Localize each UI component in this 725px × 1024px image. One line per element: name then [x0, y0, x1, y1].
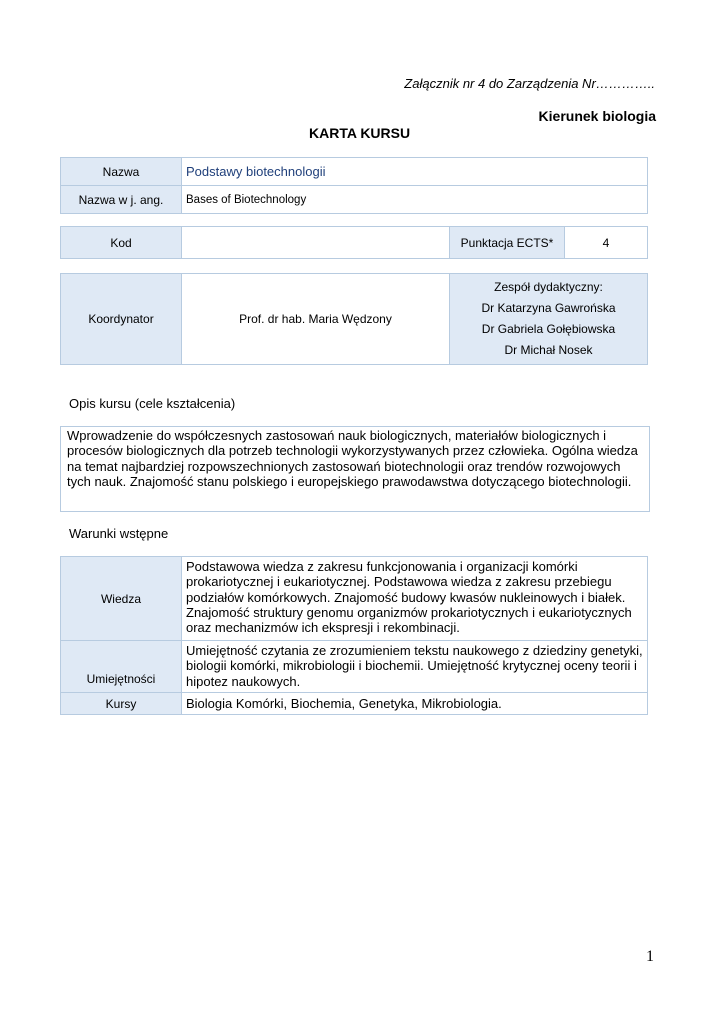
team-member: Dr Michał Nosek: [504, 343, 593, 357]
table-row: [61, 693, 648, 715]
table-row: [61, 641, 648, 693]
course-name-en: Bases of Biotechnology: [182, 186, 648, 214]
courses-label: Kursy: [61, 693, 182, 715]
name-label: Nazwa: [61, 158, 182, 186]
table-row: [61, 557, 648, 641]
team-label: Zespół dydaktyczny:: [494, 280, 603, 294]
prerequisites-table: [60, 556, 648, 715]
knowledge-label: Wiedza: [61, 557, 182, 641]
course-name: Podstawy biotechnologii: [182, 158, 648, 186]
skills-label: Umiejętności: [61, 641, 182, 693]
coordinator-label: Koordynator: [61, 274, 182, 365]
skills-value: Umiejętność czytania ze zrozumieniem tekstu naukowego z dziedziny genetyki, biologii komórki, mikrobiologii i biochemii. Umiejętność krytycznej oceny teorii i hipotez naukowych.: [182, 641, 648, 693]
field-of-study: Kierunek biologia: [538, 108, 656, 124]
code-value: [182, 227, 450, 259]
page-title: KARTA KURSU: [309, 125, 411, 141]
team-member: Dr Katarzyna Gawrońska: [481, 301, 616, 315]
coordinator-name: Prof. dr hab. Maria Wędzony: [182, 274, 450, 365]
coordinator-table: [60, 273, 648, 365]
ects-value: 4: [565, 227, 648, 259]
page-number: 1: [646, 948, 654, 965]
code-ects-table: [60, 226, 648, 259]
description-text: Wprowadzenie do współczesnych zastosowań nauk biologicznych, materiałów biologicznych i procesów biologicznych dla potrzeb technologii wykorzystywanych przez człowieka. Ogólna wiedza na temat najbardziej rozpowszechnionych zastosowań biotechnologii oraz trendów rozwojowych tych nauk. Znajomość stanu polskiego i europejskiego prawodawstwa dotyczącego biotechnologii.: [60, 426, 650, 512]
teaching-team: [450, 274, 648, 365]
ects-label: Punktacja ECTS*: [450, 227, 565, 259]
courses-value: Biologia Komórki, Biochemia, Genetyka, Mikrobiologia.: [182, 693, 648, 715]
description-heading: Opis kursu (cele kształcenia): [69, 396, 236, 411]
name-en-label: Nazwa w j. ang.: [61, 186, 182, 214]
prerequisites-heading: Warunki wstępne: [69, 526, 169, 541]
course-name-table: [60, 157, 648, 214]
knowledge-value: Podstawowa wiedza z zakresu funkcjonowania i organizacji komórki prokariotycznej i eukariotycznej. Podstawowa wiedza z zakresu przebiegu podziałów komórkowych. Znajomość budowy kwasów nukleinowych i białek. Znajomość struktury genomu organizmów prokariotycznych i eukariotycznych oraz mechanizmów ich ekspresji i rekombinacji.: [182, 557, 648, 641]
team-member: Dr Gabriela Gołębiowska: [481, 322, 616, 336]
code-label: Kod: [61, 227, 182, 259]
attachment-note: Załącznik nr 4 do Zarządzenia Nr…………..: [404, 76, 655, 91]
